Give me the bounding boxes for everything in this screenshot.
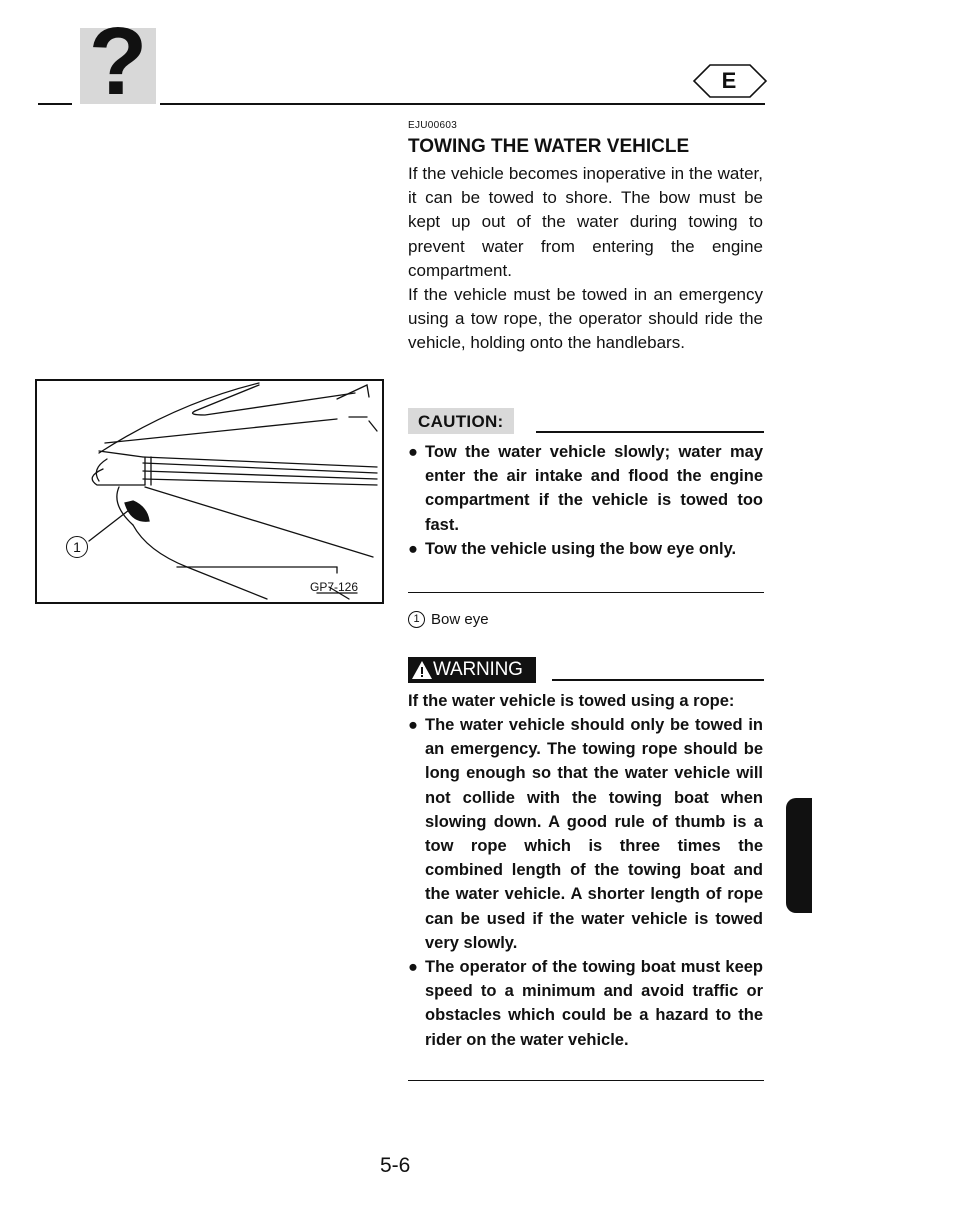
bullet-icon: ● [408, 443, 418, 461]
warning-item-text: The operator of the towing boat must keep speed to a minimum and avoid traffic or obstacles which could be a hazard to the rider on the water vehicle. [425, 958, 763, 1049]
section-paragraph: If the vehicle becomes inoperative in the water, it can be towed to shore. The bow must be kept up out of the water during towing to prevent water from entering the engine compartment. [408, 164, 763, 280]
bow-illustration-icon [37, 381, 382, 602]
chapter-thumb-tab [786, 798, 812, 913]
warning-label: WARNING [433, 659, 523, 680]
language-letter: E [721, 68, 737, 93]
bullet-icon: ● [408, 716, 418, 734]
warning-item-text: The water vehicle should only be towed in an emergency. The towing rope should be long enough so that the water vehicle will not collide with the towing boat when slowing down. A good rule of thumb is a tow rope which is three times the combined length of the towing boat and the water vehicle. A shorter length of rope can be used if the water vehicle is towed very slowly. [425, 716, 763, 952]
section-code: EJU00603 [408, 120, 458, 131]
warning-item [408, 713, 763, 955]
caution-label: CAUTION: [418, 412, 504, 431]
header-rule [160, 103, 765, 105]
warning-list [408, 713, 763, 1052]
warning-item [408, 955, 763, 1052]
caution-item-text: Tow the water vehicle slowly; water may enter the air intake and flood the engine compartment if the vehicle is towed too fast. [425, 443, 763, 534]
warning-triangle-icon [411, 659, 433, 681]
warning-intro: If the water vehicle is towed using a rope: [408, 692, 735, 710]
page-number: 5-6 [380, 1154, 411, 1177]
section-paragraph: If the vehicle must be towed in an emergency using a tow rope, the operator should ride the vehicle, holding onto the handlebars. [408, 285, 763, 353]
caution-item [408, 440, 763, 537]
figure-callout-number: 1 [66, 536, 88, 558]
bullet-icon: ● [408, 539, 418, 558]
bow-eye-figure [35, 379, 384, 604]
figure-code: GP7-126 [310, 580, 359, 594]
bullet-icon: ● [408, 958, 418, 977]
warning-rule [552, 679, 764, 681]
caution-list [408, 440, 763, 561]
caution-item [408, 537, 763, 561]
warning-bottom-rule [408, 1080, 764, 1081]
header-rule-left [38, 103, 72, 105]
caution-rule [536, 431, 764, 433]
legend-number: 1 [408, 611, 425, 628]
section-title: TOWING THE WATER VEHICLE [408, 136, 690, 157]
legend-text: Bow eye [431, 611, 489, 628]
caution-bottom-rule [408, 592, 764, 593]
caution-item-text: Tow the vehicle using the bow eye only. [425, 539, 737, 558]
help-question-icon: ? [88, 8, 148, 115]
